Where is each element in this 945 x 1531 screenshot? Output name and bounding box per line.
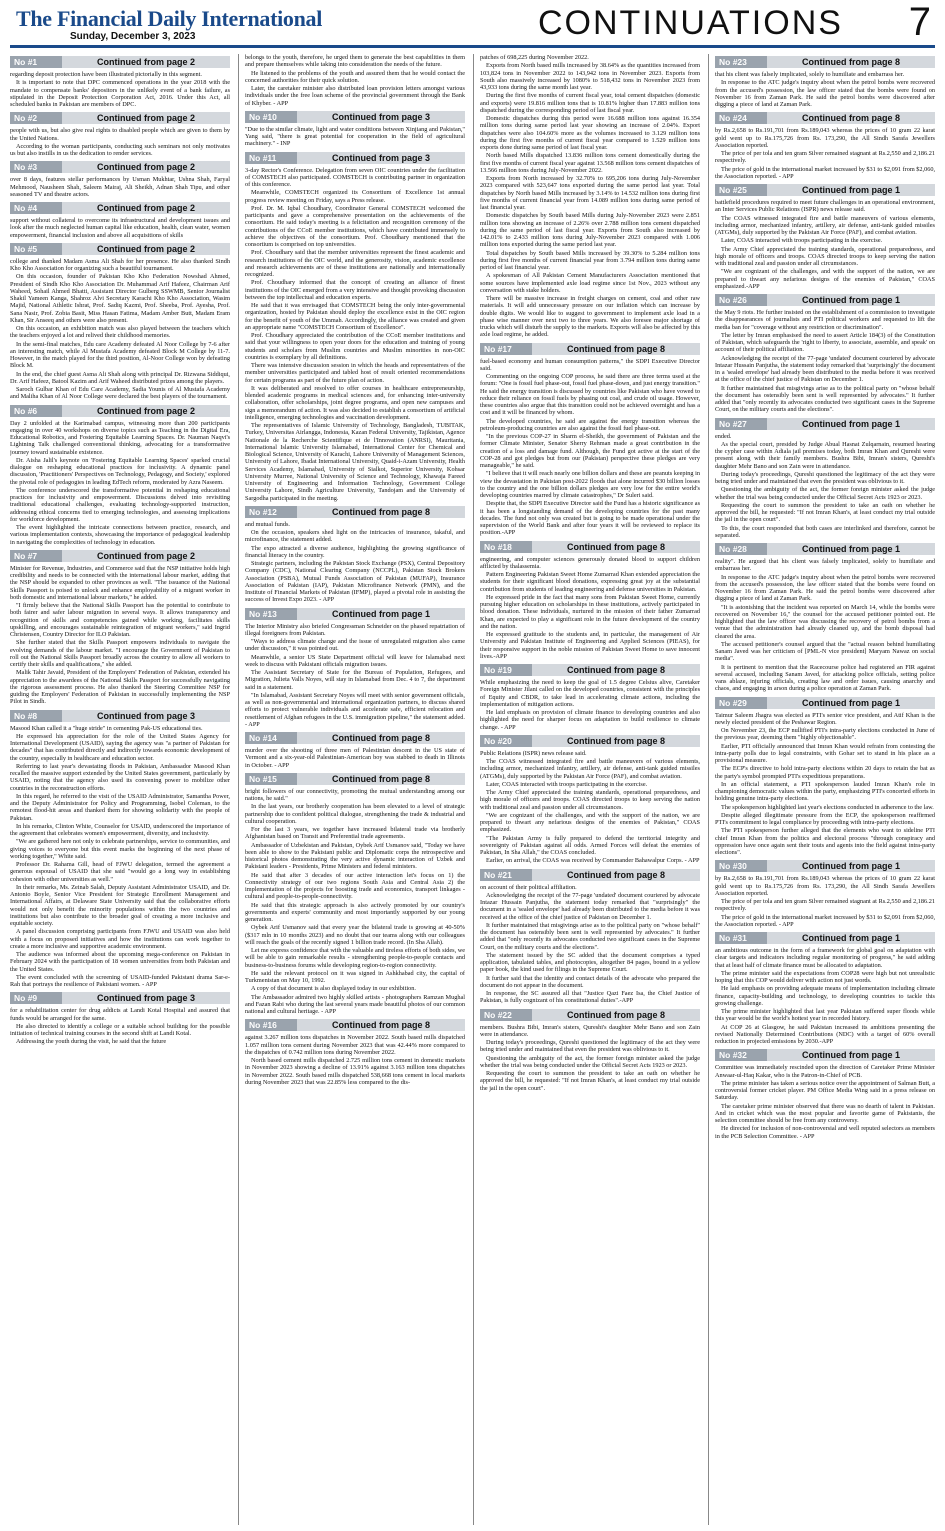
article-paragraph: The price of per tola and ten gram Silver remained stagnant at Rs.2,550 and 2,186.21 respectively.: [715, 150, 935, 165]
paper-name: The Financial Daily International: [16, 6, 323, 31]
continuation-header: [715, 112, 935, 124]
article-paragraph: Prof. Choudhary appreciated the contribution of the CCoE member institutions and said that your willingness to open your doors for the education and training of young students and scholars from Muslim countries and Muslim minorities in non-OIC countries is exemplary by all definitions.: [245, 332, 465, 361]
article-paragraph: the May 9 riots. He further insisted on the establishment of a commission to investigate the disappearances of journalists and PTI political workers and requested to lift the media ban for "coverage without any restriction or discrimination".: [715, 309, 935, 331]
article-paragraph: Taimur Saleem Jhagra was elected as PTI's senior vice president, and Atif Khan is the newly elected president of the Peshawar Region.: [715, 711, 935, 726]
continued-from-label: Continued from page 8: [532, 1009, 700, 1021]
continuation-number: No #27: [715, 418, 767, 430]
article-paragraph: Public Relations (ISPR) news release said.: [480, 749, 587, 757]
article-paragraph: As the special court, presided by Judge Abual Hasnat Zulqarnain, resumed hearing the cypher case within Adiala jail premises today, both Imran Khan and Qureshi were present along with their family members. Bushra Bibi, Imran's sisters, Qureshi's daughter Mehr Bano and son Zain were in attendance.: [715, 440, 935, 470]
article-paragraph: The Interior Ministry also briefed Congressman Schneider on the phased repatriation of illegal foreigners from Pakistan.: [245, 622, 465, 637]
article-paragraph: and mutual funds.: [245, 520, 290, 528]
article-paragraph: "It is astonishing that the incident was reported on March 14, while the bombs were recovered on November 16," the counsel for the accused petitioner pointed out. He highlighted that the law officer was discussing the recovery of petrol bombs from a venue that the administration had already cleaned up, and the bomb disposal had cleared the area.: [715, 603, 935, 640]
article-paragraph: Despite alleged illegitimate pressure from the ECP, the spokesperson reaffirmed PTI's commitment to legal compliance by proceeding with intra-party elections.: [715, 811, 935, 826]
continuation-block: [480, 343, 700, 537]
continued-from-label: Continued from page 8: [297, 773, 465, 785]
continuation-header: [10, 56, 230, 68]
continued-from-label: Continued from page 1: [767, 860, 935, 872]
article-paragraph: On the occasion, speakers shed light on the intricacies of insurance, takaful, and microfinance, the statement added.: [245, 529, 465, 544]
article-paragraph: Requesting the court to summon the president to take an oath on whether he approved the bill, he requested: "If not Imran Khan's, at least conduct my trial outside the jail in the open court".: [715, 501, 935, 524]
article-paragraph: In their remarks, Ms. Zeinab Salah, Deputy Assistant Administrator USAID, and Dr. Antonio Boyle, Senior Vice President for Strategic Enrollment Management and International Affairs, at Delaware State University said that the collaborative efforts would not only benefit the minority populations within the two countries and institutions but also contribute to the broader goal of creating a more inclusive and equitable society.: [10, 883, 230, 927]
continuation-number: No #14: [245, 732, 297, 744]
article-paragraph: The PTI spokesperson further alleged that the elements who want to sideline PTI chief Imran Khan from the politics and electoral process "through conspiracy and oppression have once again sent their touts and agents into the field against intra-party elections".: [715, 827, 935, 856]
article-paragraph: Exports from North increased by 32.70% to 695,206 tons during July-November 2023 compared with 523,647 tons exported during the same period last year. Total dispatches by North based Mills increased by 3.14% to 14.532 million tons during first five months of current financial year from 14.089 million tons during same period of last financial year.: [480, 175, 700, 211]
article-paragraph: Earlier, PTI officially announced that Imran Khan would refrain from contesting the intra-party polls due to legal constraints, with Gohar set to stand in his place as a provisional measure.: [715, 742, 935, 764]
article-paragraph: The conference underscored the transformative potential in reshaping educational practices for inclusivity and empowerment. Discussions delved into revisiting traditional educational challenges, evaluating technology-supported instruction, addressing ethical concerns tied to emerging technologies, and assessing implications for workforce development.: [10, 486, 230, 523]
continued-from-label: Continued from page 8: [532, 735, 700, 747]
article-paragraph: It further maintained that misgivings arise as to the political party on "whose behalf" the document has ostensibly been sent is well represented by advocates." It further added that "only recently its advocates conducted two significant cases in the Supreme Court, on the military courts and the elections".: [480, 921, 700, 951]
article-paragraph: He said the relevant protocol on it was signed in Ashkhabad city, the capital of Turkmenistan on May 10, 1992.: [245, 969, 465, 984]
continuation-number: No #30: [715, 860, 767, 872]
article-paragraph: North based cement mills dispatched 2.725 million tons cement in domestic markets in November 2023 showing a decline of 13.91% against 3.163 million tons dispatches in November 2022. South based mills dispatched 538,668 tons cement in local markets during November 2023 that was 22.85% less compared to the dis-: [245, 1057, 465, 1086]
column-1: [10, 54, 230, 1525]
article-paragraph: Strategic partners, including the Pakistan Stock Exchange (PSX), Central Depository Company (CDC), National Clearing Company (NCCPL), Pakistan Stock Brokers Association (PSBA), Mutual Funds Association of Pakistan (MUFAP), Insurance Association of Pakistan (IAP), Pakistan Microfinance Network (PMN), and the Institute of Financial Markets of Pakistan (IFMP), played a pivotal role in assisting the success of Invest Expo 2023. - APP: [245, 560, 465, 604]
article-paragraph: "I believe that it will reach nearly one billion dollars and these are peanuts keeping in view the devastation in Pakistan post-2022 floods that alone incurred $30 billion losses to the country and the one billion dollars pledges are very low for the entire world's developing countries marred by climate catastrophes," Dr Suleri said.: [480, 470, 700, 499]
continuation-number: No #8: [10, 710, 62, 722]
article-paragraph: Prof. Choudhary said that the member universities represent the finest academic and research institutions of the OIC world, and the generosity, vision, academic excellence and research achievements are of these institutions are nationally and internationally recognized.: [245, 249, 465, 278]
article-paragraph: The ECP's directive to hold intra-party elections within 20 days to retain the bat as the party's symbol prompted PTI's expeditious preparations.: [715, 765, 935, 780]
continuation-header: [10, 710, 230, 722]
article-paragraph: In response to the ATC judge's inquiry about when the petrol bombs were recovered from the accused's possession, the law officer stated that the bombs were found on November 16 from Zaman Park. He said the petrol bombs were discovered after digging a piece of land at Zaman Park.: [715, 573, 935, 603]
article-paragraph: The spokesperson highlighted last year's elections conducted in adherence to the law.: [721, 803, 934, 811]
continuation-number: No #12: [245, 506, 297, 518]
article-paragraph: "I firmly believe that the National Skills Passport has the potential to contribute to both fairer and safer labour migration in several ways. It allows transparency and recognition of skills and competencies gained while working, facilitates skills upskilling, and encourages sustainable reintegration of migrant workers," said Ingrid Christensen, Country Director for ILO Pakistan.: [10, 602, 230, 638]
article-paragraph: The price of per tola and ten gram Silver remained stagnant at Rs.2,550 and 2,186.21 respectively.: [715, 898, 935, 913]
article-paragraph: The prime minister has taken a serious notice over the appointment of Salman Butt, a controversial former cricket player. PM Office Media Wing said in a press release on Saturday.: [715, 1079, 935, 1102]
continuation-header: [480, 343, 700, 355]
continuation-header: [715, 543, 935, 555]
continued-from-label: Continued from page 8: [297, 732, 465, 744]
continuation-number: No #23: [715, 56, 767, 68]
article-paragraph: Meanwhile, a senior US State Department official will leave for Islamabad next week to discuss with Pakistani officials migration issues.: [245, 653, 465, 668]
continued-from-label: Continued from page 2: [62, 56, 230, 68]
continuation-number: No #32: [715, 1049, 767, 1061]
article-paragraph: "We are cognizant of the challenges, and with the support of the nation, we are prepared to thwart any nefarious designs of the enemies of Pakistan," COAS emphasized.-APP: [715, 268, 935, 290]
article-paragraph: He expressed gratitude to the students and, in particular, the management of Air University and Pakistan Institute of Engineering and Applied Sciences (PIEAS), for their responsive support in the noble mission of Pakistan Sweet Home to save innocent lives.-APP: [480, 631, 700, 660]
article-paragraph: people with us, but also give real rights to disabled people which are given to them by the United Nations.: [10, 127, 230, 142]
article-paragraph: 3-day Rector's Conference. Delegation from seven OIC countries under the facilitation of COMSTECH also participated. COMSTECH is contributing partner in organization of this conference.: [245, 166, 465, 188]
continuation-number: No #4: [10, 202, 62, 214]
continuation-block: [715, 56, 935, 108]
continuation-header: [245, 111, 465, 123]
article-paragraph: On this occasion, founder of Pakistan Kho Kho Federation Nowshad Ahmed, President of Sindh Kho Kho Association Dr. Muhammad Arif Hafeez, Chairman Arif Waheed, Sohail Ahmed Bhatti, Assistant Director Gulberg SSWMB, Senior Journalist Shakil Yameen Kanga, Shahroz Alvi Secretary Karachi Kho Kho Association, Wasim Majid, National Athletic Ishrat, Prof. Sadiq Kazmi, Prof. Sheeba, Prof. Ayesha, Prof. Sana Nasir, Prof. Zobia Basit, Miss Hasan Fatima, Madam Amber Butt, Madam Eram Khan, Sir Anseeq and others were also present.: [10, 273, 230, 324]
article-paragraph: Day 2 unfolded at the Karimabad campus, witnessing more than 200 participants engaging in over 40 workshops on diverse topics such as Teaching in the Digital Era, Educational Robotics, and Fostering Equitable Learning Spaces. Dr. Nauman Naqvi's Lightning Talk challenged conventional thinking, advocating for a transformative journey toward sustainable existence.: [10, 419, 230, 456]
continuation-number: No #24: [715, 112, 767, 124]
article-paragraph: engineering, and computer sciences generously donated blood to support children afflicted by thalassemia.: [480, 555, 700, 570]
continuation-block: [715, 860, 935, 928]
continuation-block: [245, 111, 465, 148]
continuation-header: [480, 541, 700, 553]
continuation-header: [10, 550, 230, 562]
continued-from-label: Continued from page 2: [62, 112, 230, 124]
article-paragraph: At COP 26 at Glasgow, he said Pakistan increased its ambitions presenting the revised Nationally Determined Contributions (NDC) with a target of 60% overall reduction in projected emissions by 2030.-APP: [715, 1023, 935, 1045]
article-paragraph: Let me express confidence that with the valuable and tireless efforts of both sides, we will be able to gain remarkable results - strengthening people-to-people contacts and business-to-business forums while developing region-to-region connectivity.: [245, 947, 465, 969]
continuation-header: [715, 932, 935, 944]
continuation-number: No #3: [10, 161, 62, 173]
article-paragraph: To this, the court responded that both cases are interlinked and therefore, cannot be separated.: [715, 524, 935, 539]
column-3: [473, 54, 700, 1525]
continuation-header: [245, 152, 465, 164]
continuation-number: No #16: [245, 1019, 297, 1031]
continued-from-label: Continued from page 3: [297, 152, 465, 164]
continuation-header: [480, 1009, 700, 1021]
continued-from-label: Continued from page 3: [62, 992, 230, 1004]
continuation-header: [245, 608, 465, 620]
continuation-number: No #29: [715, 697, 767, 709]
continued-from-label: Continued from page 8: [532, 343, 700, 355]
continuation-header: [715, 56, 935, 68]
article-paragraph: Later, COAS interacted with troops participating in the exercise.: [486, 780, 648, 788]
article-paragraph: The letter by Imran emphasised the need to assert Article 184(3) of the Constitution of Pakistan, which safeguards the 'right to liberty, to associate, assemble, and speak' on account of their political affiliation.: [715, 331, 935, 354]
article-paragraph: He expressed his appreciation for the role of the United States Agency for International Development (USAID), saying the agency was "a partner of Pakistan for decades" that has contributed directly and indirectly towards economic development of the country, especially in healthcare and education sector.: [10, 732, 230, 762]
continuation-header: [245, 732, 465, 744]
article-paragraph: He laid emphasis on provision of climate finance to developing countries and also highlighted the need for sharper focus on adaptation to build resilience to climate change. - APP: [480, 709, 700, 731]
article-paragraph: In the end, the chief guest Asma Ali Shah along with principal Dr. Rizwana Siddiqui, Dr. Arif Hafeez, Batool Kazim and Arif Waheed distributed prizes among the players.: [10, 370, 230, 385]
article-paragraph: He directed for inclusion of non-controversial and well reputed selectors as members in the PCB Selection Committee. - APP: [715, 1125, 935, 1140]
article-paragraph: patches of 698,225 during November 2022.: [480, 54, 589, 61]
article-paragraph: "We are cognizant of the challenges, and with the support of the nation, we are prepared to thwart any nefarious designs of the enemies of Pakistan," COAS emphasized.: [480, 811, 700, 834]
article-paragraph: reality". He argued that his client was falsely implicated, solely to humiliate and embarrass her.: [715, 558, 935, 573]
article-paragraph: The developed countries, he said are against the energy transition whereas the petroleum-producing countries are also against the fossil fuel phase-out.: [480, 417, 700, 432]
article-paragraph: against 3.267 million tons dispatches in November 2022. South based mills dispatched 1.057 million tons cement during November 2023 that was 42.44% more compared to the dispatches of 0.742 million tons during November 2022.: [245, 1034, 465, 1056]
article-paragraph: He listened to the problems of the youth and assured them that he would contact the concerned authorities for their quick solution.: [245, 69, 465, 84]
article-paragraph: Committee was immediately rescinded upon the direction of Caretaker Prime Minister Anwaar-ul-Haq Kakar, who is the Patron-in-Chief of PCB.: [715, 1064, 935, 1079]
continued-from-label: Continued from page 8: [532, 541, 700, 553]
article-paragraph: It is pertinent to mention that the Racecourse police had registered an FIR against several accused, including Sanam Javed, for attacking police officials, setting police vans ablaze, injuring officials, creating law and order issues, causing anarchy and chaos, and engaging in arson during a police operation at Zaman Park.: [715, 663, 935, 693]
continuation-number: No #2: [10, 112, 62, 124]
continued-from-label: Continued from page 2: [62, 550, 230, 562]
article-paragraph: North based Mills dispatched 13.836 million tons cement domestically during the first five months of current fiscal year against 13.568 million tons cement dispatches of 13.566 million tons during July-November 2022.: [480, 152, 700, 174]
continued-from-label: Continued from page 8: [532, 664, 700, 676]
continuation-number: No #21: [480, 869, 532, 881]
continuation-header: [245, 1019, 465, 1031]
continued-from-label: Continued from page 1: [767, 418, 935, 430]
article-paragraph: "Ways to address climate change and the issue of unregulated migration also came under discussion," it was pointed out.: [245, 638, 465, 653]
continuation-block: [715, 543, 935, 693]
article-paragraph: members. Bushra Bibi, Imran's sisters, Qureshi's daughter Mehr Bano and son Zain were in attendance.: [480, 1023, 700, 1038]
continuation-block: [480, 54, 700, 339]
continuation-block: [715, 1049, 935, 1140]
article-paragraph: In his remarks, Clinton White, Counselor for USAID, underscored the importance of the agreement that celebrates women's empowerment, diversity, and inclusivity.: [10, 822, 230, 837]
continuation-block: [245, 608, 465, 729]
continuation-header: [715, 418, 935, 430]
continued-from-label: Continued from page 1: [767, 1049, 935, 1061]
article-paragraph: ended.: [715, 432, 732, 440]
article-paragraph: Commenting on the ongoing COP process, he said there are three terms used at the forum: "One is fossil fuel phase-out, fossil fuel phase-down, and just energy transition." He said the energy transition is discussed by countries like Pakistan who have vowed to reduce their reliance on fossil fuels by phasing out coal, and crude oil usage. However, these countries also argue that this transition could not be achieved overnight and has a cost and it will be financed by whom.: [480, 373, 700, 417]
continuation-block: [10, 992, 230, 1045]
continuation-block: [10, 405, 230, 546]
page-number: 7: [908, 0, 931, 44]
article-paragraph: Despite that, the SDPI Executive Director said the Fund has a historic significance as it has been a longstanding demand of the developing countries for the past many decades. The fund not only was created but is going to be made operational under the supervision of the World Bank and after four years it will be reviewed to replace its position.-APP: [480, 500, 700, 537]
article-paragraph: He said that it was envisaged that COMSTECH being the only inter-governmental organization, hosted by Pakistan should deploy the excellence exist in the OIC region for the benefit of youth of the Ummah. Accordingly, the alliance was created and given an appropriate name "COMSTECH Consortium of Excellence".: [245, 302, 465, 331]
continuation-header: [715, 860, 935, 872]
masthead: [10, 0, 935, 48]
article-paragraph: The Assistant Secretary of State for the Bureau of Population, Refugees, and Migration, Julieta Valls Noyes, will stay in Islamabad from Dec. 4 to 7, the department said in a statement.: [245, 669, 465, 691]
continuation-block: [245, 54, 465, 107]
article-paragraph: The audience was informed about the upcoming mega-conference on Pakistan in February 2024 with the participation of 18 women universities from both Pakistan and the United States.: [10, 951, 230, 973]
continuation-number: No #1: [10, 56, 62, 68]
article-paragraph: Questioning the ambiguity of the act, the former foreign minister asked the judge whether the trial was being conducted under the Official Secret Acts 1923 or 2023.: [715, 486, 935, 501]
article-paragraph: The statement issued by the SC added that the document comprises a typed application, tabulated tables, and photocopies, altogether 84 pages, bound in a yellow paper book, the kind used for filings in the Supreme Court.: [480, 951, 700, 974]
article-paragraph: "Due to the similar climate, light and water conditions between Xinjiang and Pakistan," Yang said, "there is great potential for cooperation in the field of agricultural machinery." - INP: [245, 125, 465, 148]
continued-from-label: Continued from page 2: [62, 202, 230, 214]
article-paragraph: Exports from North based mills increased by 38.64% as the quantities increased from 103,824 tons in November 2022 to 143,942 tons in November 2023. Exports from South also massively increased by 1080% to 518,432 tons in November 2023 from 43,933 tons during the same month last year.: [480, 62, 700, 91]
article-paragraph: In response to the ATC judge's inquiry about when the petrol bombs were recovered from the accused's possession, the law officer stated that the bombs were found on November 16 from Zaman Park. He said the petrol bombs were discovered after digging a piece of land at Zaman Park.: [715, 79, 935, 108]
article-paragraph: Dr. Aisha Jalil's keynote on 'Fostering Equitable Learning Spaces' sparked crucial dialogue on reshaping educational practices for inclusivity. A dynamic panel discussion, 'Practitioners' Perspectives on Technology, Pedagogy, and Society,' explored the pivotal role of pedagogies in leading EdTech reform, moderated by Azra Naseem.: [10, 456, 230, 486]
article-paragraph: It further maintained that misgivings arise as to the political party on "whose behalf the document has ostensibly been sent is well represented by advocates." It further added that "only recently its advocates conducted two significant cases in the Supreme Court, on the military courts and the elections".: [715, 384, 935, 414]
article-paragraph: bright followers of our connectivity, promoting the mutual understanding among our nations, he said.": [245, 787, 465, 802]
continued-from-label: Continued from page 3: [297, 111, 465, 123]
article-paragraph: Earlier, on arrival, the COAS was received by Commander Bahawalpur Corps. - APP: [486, 857, 700, 865]
article-paragraph: He also directed to identify a college or a suitable school building for the possible initiation of technical training courses in the second shift at Landi Kotal.: [10, 1022, 230, 1037]
article-columns: [10, 54, 935, 1525]
continuation-block: [10, 161, 230, 198]
article-paragraph: Saroch Gulbar Khan of Edu Care Academy, Sadia Younis of Al Mustafa Academy and Maliha Khan of Al Noor College were declared the best players of the tournament.: [10, 386, 230, 401]
continuation-block: [715, 294, 935, 414]
continuation-block: [715, 184, 935, 290]
continuation-block: [480, 541, 700, 661]
article-paragraph: During the first five months of current fiscal year, total cement dispatches (domestic and exports) were 19.816 million tons that is 10.81% higher than 17.883 million tons dispatched during the corresponding period of last fiscal year.: [480, 92, 700, 114]
continued-from-label: Continued from page 1: [767, 294, 935, 306]
continuation-header: [10, 243, 230, 255]
article-paragraph: that his client was falsely implicated, solely to humiliate and embarrass her.: [715, 71, 905, 78]
article-paragraph: Prof. Dr. M. Iqbal Choudhary, Coordinator General COMSTECH welcomed the participants and gave a comprehensive presentation on the achievements of the consortium. He said today's meeting is a felicitation and recognition ceremony of the contributions of the CCoE member institutions, which have contributed immensely to achieve the objectives of the consortium. Prof. Choudhary mentioned that the consortium is comprised on top universities.: [245, 204, 465, 248]
article-paragraph: The price of gold in the international market increased by $31 to $2,091 from $2,060, the Association reported. - APP: [715, 165, 935, 180]
continuation-number: No #19: [480, 664, 532, 676]
article-paragraph: The Army Chief appreciated the training standards, operational preparedness, and high morale of officers and troops. COAS directed troops to keep serving the nation with traditional zeal and passion under all circumstances.: [715, 245, 935, 267]
continued-from-label: Continued from page 8: [532, 869, 700, 881]
continued-from-label: Continued from page 1: [297, 608, 465, 620]
article-paragraph: During today's proceedings, Qureshi questioned the legitimacy of the act they were being tried under and maintained that even the president was oblivious to it.: [480, 1039, 700, 1054]
article-paragraph: On this occasion, an exhibition match was also played between the teachers which the teachers enjoyed a lot and relived their childhood memories.: [10, 325, 230, 340]
article-paragraph: Oybek Arif Usmanov said that every year the bilateral trade is growing at 40-50% ($317 mln in 10 months 2023) and no doubt that our teams along with our colleagues will reach the goals of the recently signed 1 billion trade record. (In Sha Allah).: [245, 924, 465, 946]
article-paragraph: Meanwhile, COMSTECH organized its Consortium of Excellence 1st annual progress review meeting on Friday, says a Press release.: [245, 189, 465, 204]
article-paragraph: In the last years, our brotherly cooperation has been elevated to a level of strategic partnership due to confident political dialogue, strengthening the trade & industrial and cultural cooperation.: [245, 803, 465, 825]
continuation-block: [245, 152, 465, 502]
continuation-number: No #5: [10, 243, 62, 255]
continued-from-label: Continued from page 8: [767, 56, 935, 68]
article-paragraph: belongs to the youth, therefore, he urged them to generate the best capabilities in them and prepare themselves while taking into consideration the needs of the future.: [245, 54, 465, 69]
article-paragraph: It was deliberated and resolved to offer courses in healthcare entrepreneurship, blended academic programs in medical sciences and, for enhancing inter-university collaboration, offer scholarships, joint degree programs, and open new campuses and sign a memorandum of action. It was also decided to establish a consortium of artificial intelligence, emerging technologies and vaccination development.: [245, 384, 465, 421]
article-paragraph: While emphasizing the need to keep the goal of 1.5 degree Celsius alive, Caretaker Foreign Minister Jilani called on the developed countries, consistent with the principles of Equity and CBDR, to take lead in accelerating climate actions, including the implementation of mitigation actions.: [480, 679, 700, 708]
continuation-number: No #31: [715, 932, 767, 944]
continuation-header: [715, 184, 935, 196]
article-paragraph: Ambassador of Uzbekistan and Pakistan, Oybek Arif Usmanov said, "Today we have been able to show to the Pakistani public and Diplomatic corps the retrospective and historical photos demonstrating the very active dynamic interaction of Uzbek and Pakistani leaders - Presidents, Prime Ministers and federal ministers.: [245, 841, 465, 871]
continued-from-label: Continued from page 1: [767, 184, 935, 196]
continuation-block: [245, 506, 465, 604]
article-paragraph: "The Pakistan Army is fully prepared to defend the territorial integrity and sovereignty of Pakistan against all odds. Armed Forces will defeat the enemies of Pakistan, In Sha Allah," the COAS concluded.: [480, 834, 700, 856]
issue-date: Sunday, December 3, 2023: [70, 31, 196, 42]
continuation-block: [715, 112, 935, 180]
continuation-number: No #9: [10, 992, 62, 1004]
article-paragraph: for a rehabilitation center for drug addicts at Landi Kotal Hospital and assured that funds would be arranged for the same.: [10, 1007, 230, 1022]
continuation-block: [10, 710, 230, 989]
article-paragraph: Acknowledging the receipt of the 77-page 'undated' document couriered by advocate Intazar Hussain Panjutha, the statement today remarked that "surprisingly" the document in a 'sealed envelope' had already been distributed to the media before it was received at the office of the chief justice of Pakistan on December 1.: [480, 891, 700, 921]
section-title: CONTINUATIONS: [538, 4, 843, 42]
continuation-number: No #20: [480, 735, 532, 747]
continuation-number: No #17: [480, 343, 532, 355]
article-paragraph: During today's proceedings, Qureshi questioned the legitimacy of the act they were being tried under and maintained that even the president was oblivious to it.: [715, 470, 935, 485]
article-paragraph: The prime minister highlighted that last year Pakistan suffered super floods while this year would be the world's hottest year in recorded history.: [715, 1008, 935, 1023]
article-paragraph: an ambitious outcome in the form of a framework for global goal on adaptation with clear targets and indicators including regular monitoring of progress," he said adding that at least half of climate finance must be allocated to adaptation.: [715, 947, 935, 969]
article-paragraph: In response, the SC assured all that "Justice Qazi Faez Isa, the Chief Justice of Pakistan, is fully cognizant of his constitutional duties".-APP: [480, 990, 700, 1005]
continuation-header: [10, 112, 230, 124]
continued-from-label: Continued from page 8: [767, 112, 935, 124]
article-paragraph: Later, COAS interacted with troops participating in the exercise.: [721, 237, 883, 245]
continuation-number: No #7: [10, 550, 62, 562]
article-paragraph: The Army Chief appreciated the training standards, operational preparedness, and high morale of officers and troops. COAS directed troops to keep serving the nation with traditional zeal and passion under all circumstances.: [480, 789, 700, 811]
article-paragraph: It further said that the identity and contact details of the advocate who prepared the document do not appear in the document.: [480, 974, 700, 989]
continued-from-label: Continued from page 8: [297, 506, 465, 518]
continuation-header: [245, 773, 465, 785]
article-paragraph: The Ambassador admired two highly skilled artists - photographers Ramzan Mughal and Fazan Rabi who during the last several years made beautiful photos of our common national and cultural heritage. - APP: [245, 993, 465, 1015]
article-paragraph: The event concluded with the screening of USAID-funded Pakistani drama Sar-e-Rah that portrays the resilience of Pakistani women. - APP: [10, 973, 230, 988]
article-paragraph: Malik Tahir Javaid, President of the Employers' Federation of Pakistan, extended his appreciation to the awardees of the National Skills Passport for successfully navigating the rigorous assessment process. He also thanked the Steering Committee NSP for guiding the Employers' Federation of Pakistan in successfully implementing the NSP Pilot in Sindh.: [10, 669, 230, 706]
continuation-number: No #26: [715, 294, 767, 306]
continuation-block: [715, 697, 935, 857]
article-paragraph: Professor Dr. Rahama Gill, head of FJWU delegation, termed the agreement a generous espousal of USAID that she said "would go a long way in establishing cohesion with other universities as well.": [10, 861, 230, 883]
continuation-block: [10, 550, 230, 706]
article-paragraph: The prime minister said the expectations from COP28 were high but not unrealistic hoping that this COP would deliver with action not just words.: [715, 969, 935, 984]
article-paragraph: It is important to note that DPC commenced operations in the year 2018 with the mandate to compensate banks' depositors in the unlikely event of a bank failure, as stipulated in the Deposit Protection Corporation Act, 2016. Under this Act, all scheduled banks in Pakistan are members of DPC.: [10, 79, 230, 108]
column-2: [238, 54, 465, 1525]
article-paragraph: regarding deposit protection have been illustrated pictorially in this segment.: [10, 71, 202, 78]
continuation-header: [480, 735, 700, 747]
continuation-block: [10, 243, 230, 401]
continuation-header: [480, 869, 700, 881]
article-paragraph: The representatives of Islamic University of Technology, Bangladesh, TUBITAK, Turkey, Universitas Airlangga, Indonesia, Kazan Federal University, Tajikistan, Agence Nationale de la Recherche Scientifique et de l'Innovation (ANRSI), Mauritania, International Islamic University Islamabad, International Center for Chemical and Biological Science, University of Karachi, Lahore University of Management Sciences, University of Lahore, Ibadat International University, Quaid-i-Azam University, Health Services Academy, Islamabad, University of Sialkot, Superior University, Kohsar University Murree, National University of Science and Technology, Khawaja Fareed University of Engineering and Information Technology, Government College University Lahore, Sindh Agriculture University, Tandojam and the University of Sargodha participated in the meeting.: [245, 422, 465, 502]
article-paragraph: by Rs.2,658 to Rs.191,701 from Rs.189,043 whereas the prices of 10 gram 22 karat gold went up to Rs.175,726 from Rs. 173,290, the All Sindh Sarafa Jewellers Association reported.: [715, 875, 935, 897]
article-paragraph: fuel-based economy and human consumption patterns," the SDPI Executive Director said.: [480, 357, 700, 372]
continuation-block: [10, 56, 230, 108]
continued-from-label: Continued from page 1: [767, 932, 935, 944]
continuation-number: No #28: [715, 543, 767, 555]
article-paragraph: He said that after 3 decades of our active interaction let's focus on 1) the Connectivity strategy of our two regions South Asia and Central Asia 2) the implementation of the projects for boosting trade and economics, transport linkages - cultural and people-to-people-connectivity.: [245, 871, 465, 901]
article-paragraph: Questioning the ambiguity of the act, the former foreign minister asked the judge whether the trial was being conducted under the Official Secret Acts 1923 or 2023.: [480, 1054, 700, 1069]
article-paragraph: Masood Khan called it a "huge stride" in cementing Pak-US educational ties.: [10, 724, 203, 732]
article-paragraph: support without collateral to overcome its infrastructural and development issues and look after the much neglected human capital like education, health, clean water, women empowerment, financial inclusion and above all acquisitions of skills: [10, 217, 230, 239]
article-paragraph: Pattern Engineering Pakistan Sweet Home Zumarrad Khan extended appreciation the students for their significant blood donations, expressing great joy at the substantial contribution from students of leading engineering and defense universities in Pakistan.: [480, 571, 700, 593]
article-paragraph: The event highlighted the intricate connections between practice, research, and various implementation contexts, showcasing the importance of pedagogical leadership in navigating the complexities of technology in education.: [10, 524, 230, 546]
continuation-number: No #22: [480, 1009, 532, 1021]
continuation-header: [245, 506, 465, 518]
article-paragraph: There will be massive increase in freight charges on cement, coal and other raw materials. It will add unnecessary pressure on our inflation which can increase by double digits. We would like to suggest to government to implement axle load in a phase wise manner over next two to three years. We also foresee major shortage of trucks which will disturb the supply to the markets. Exports will also be affected by this axle load regime, he added.: [480, 295, 700, 339]
article-paragraph: The caretaker prime minister observed that there was no dearth of talent in Pakistan. And in cricket which was the most popular and favorite game of Pakistanis, the selection committee should be free from any controversy.: [715, 1102, 935, 1124]
article-paragraph: Total dispatches by South based Mills increased by 39.30% to 5.284 million tons during first five months of current financial year from 3.794 million tons during same period of last financial year.: [480, 249, 700, 271]
continued-from-label: Continued from page 1: [767, 543, 935, 555]
article-paragraph: Addressing the youth during the visit, he said that the future: [16, 1038, 167, 1046]
continuation-block: [480, 735, 700, 865]
article-paragraph: The price of gold in the international market increased by $31 to $2,091 from $2,060, the Association reported. - APP: [715, 913, 935, 928]
article-paragraph: "In the previous COP-27 in Sharm el-Sheikh, the government of Pakistan and the former Climate Minister, Senator Sherry Rehman made a great contribution in the creation of a loss and damage fund. Although, the Fund got active at the start of the COP-28 and got pledges but from our (Pakistan) perspective these pledges are very manageable," he said.: [480, 433, 700, 469]
continuation-block: [480, 869, 700, 1005]
article-paragraph: In an official statement, a PTI spokesperson lauded Imran Khan's role in championing democratic values within the party, emphasizing PTI's concerted efforts in holding genuine intra-party elections.: [715, 780, 935, 803]
continuation-block: [715, 418, 935, 540]
article-paragraph: Minister for Revenue, Industries, and Commerce said that the NSP initiative holds high credibility and needs to be connected with the international labour market, adding that the NSP should be expanded to other provinces as well. "The issuance of the National Skills Passport is poised to unlock and enhance employability of a migrant worker in both domestic and international labour markets," he added.: [10, 564, 230, 601]
continuation-header: [715, 294, 935, 306]
article-paragraph: In this regard, he referred to the visit of the USAID Administrator, Samantha Power, and the Deputy Administrator for Policy and Programming, Isobel Coleman, to the remotest flood-hit areas and thanked them for showing solidarity with the people of Pakistan.: [10, 792, 230, 822]
continued-from-label: Continued from page 1: [767, 697, 935, 709]
continued-from-label: Continued from page 2: [62, 405, 230, 417]
continuation-header: [10, 992, 230, 1004]
continuation-block: [245, 1019, 465, 1086]
continuation-header: [715, 697, 935, 709]
continuation-header: [10, 161, 230, 173]
article-paragraph: For the last 3 years, we together have increased bilateral trade via brotherly Afghanistan based on Transit and Preferential trade agreements.: [245, 826, 465, 841]
continuation-number: No #25: [715, 184, 767, 196]
continuation-number: No #13: [245, 608, 297, 620]
continuation-block: [245, 732, 465, 769]
continuation-number: No #10: [245, 111, 297, 123]
continuation-header: [10, 202, 230, 214]
article-paragraph: The COAS witnessed integrated fire and battle maneuvers of various elements, including armor, mechanized infantry, artillery, air defense, anti-tank guided missiles (ATGMs), duly supported by the Pakistan Air Force (PAF), and combat aviation.: [480, 758, 700, 780]
article-paragraph: She further stated that the Skills Passport empowers individuals to navigate the evolving demands of the labour market. "I encourage the Government of Pakistan to roll out the National Skills Passport broadly across the country to allow all workers to certify their skills and qualifications," she added.: [10, 639, 230, 668]
continuation-block: [715, 932, 935, 1045]
article-paragraph: by Rs.2,658 to Rs.191,701 from Rs.189,043 whereas the prices of 10 gram 22 karat gold went up to Rs.175,726 from Rs. 173,290, the All Sindh Sarafa Jewellers Association reported.: [715, 127, 935, 149]
article-paragraph: on account of their political affiliation.: [480, 883, 577, 891]
continuation-block: [480, 664, 700, 731]
continuation-header: [715, 1049, 935, 1061]
article-paragraph: Later, the caretaker minister also distributed loan provision letters amongst various individuals under the free loan scheme of the provincial government through the Bank of Khyber. - APP: [245, 85, 465, 107]
continuation-block: [10, 202, 230, 239]
continuation-block: [245, 773, 465, 1016]
continuation-block: [10, 112, 230, 157]
article-paragraph: Domestic dispatches by South based Mills during July-November 2023 were 2.851 million tons showing an increase of 2.26% over 2.788 million tons cement dispatched during the same period of last fiscal year. Exports from South also increased by 142.01% to 2.433 million tons during July-November 2023 compared with 1.006 million tons exported during the same period last year.: [480, 212, 700, 249]
continued-from-label: Continued from page 2: [62, 161, 230, 173]
article-paragraph: The accused petitioner's counsel argued that the "actual reason behind humiliating Sanam Javed was her criticism of [PML-N vice president] Maryam Nawaz on social media".: [715, 640, 935, 663]
article-paragraph: Prof. Choudhary informed that the concept of creating an alliance of finest institutions of the OIC emerged from a very intensive and thought provoking discussion between the top intellectual and education experts.: [245, 279, 465, 301]
continuation-block: [480, 1009, 700, 1092]
article-paragraph: There was intensive discussion session in which the heads and representatives of the member universities participated and tabled host of result oriented recommendations for certain programs as part of the future plan of action.: [245, 362, 465, 384]
column-4: [708, 54, 935, 1525]
article-paragraph: He expressed pride in the fact that many sons from Pakistan Sweet Home, currently pursuing higher education on scholarships in these institutions, actively participated in blood donation. These individuals, nurtured in the mission of their father Zumarrad Khan, are expected to play a significant role in the future development of the country and the nation.: [480, 593, 700, 630]
article-paragraph: over 8 days, features stellar performances by Usman Mukhtar, Ushna Shah, Faryal Mehmood, Nausheen Shah, Saleem Mairaj, Ali Sheikh, Adnan Shah Tipu, and other seasoned TV and theatre actors.: [10, 176, 230, 198]
continuation-header: [10, 405, 230, 417]
article-paragraph: college and thanked Madam Asma Ali Shah for her presence. He also thanked Sindh Kho Kho Association for organizing such a beautiful tournament.: [10, 257, 230, 272]
continuation-number: No #18: [480, 541, 532, 553]
article-paragraph: battlefield procedures required to meet future challenges in an operational environment, an Inter Services Public Relations (ISPR) news release said.: [715, 199, 935, 214]
article-paragraph: Requesting the court to summon the president to take an oath on whether he approved the bill, he requested: "If not Imran Khan's, at least conduct my trial outside the jail in the open court".: [480, 1070, 700, 1092]
article-paragraph: A panel discussion comprising participants from FJWU and USAID was also held with a focus on proposed initiatives and how the institutions can work together to create a more inclusive and supportive academic environment.: [10, 928, 230, 950]
article-paragraph: The expo attracted a diverse audience, highlighting the growing significance of financial literacy in the country.: [245, 544, 465, 559]
continuation-number: No #6: [10, 405, 62, 417]
continuation-number: No #11: [245, 152, 297, 164]
article-paragraph: "In Islamabad, Assistant Secretary Noyes will meet with senior government officials, as well as non-governmental and international organization partners, to discuss shared efforts to protect vulnerable individuals and accelerate safe, efficient relocation and resettlement of Afghan refugees in the U.S. immigration pipeline," the statement added. - APP: [245, 691, 465, 728]
continued-from-label: Continued from page 2: [62, 243, 230, 255]
article-paragraph: A spokesman of All Pakistan Cement Manufacturers Association mentioned that some sources have implemented axle load regime since 1st Nov., 2023 without any conversation with stake holders.: [480, 272, 700, 294]
continuation-number: No #15: [245, 773, 297, 785]
article-paragraph: A copy of that document is also displayed today in our exhibition.: [251, 985, 416, 993]
article-paragraph: He laid emphasis on providing adequate means of implementation including climate finance, capacity-building and technology, to developing countries to tackle this growing challenge.: [715, 985, 935, 1007]
continued-from-label: Continued from page 3: [62, 710, 230, 722]
continued-from-label: Continued from page 8: [297, 1019, 465, 1031]
article-paragraph: On November 23, the ECP nullified PTI's intra-party elections conducted in June of the previous year, deeming them "highly objectionable".: [715, 727, 935, 742]
article-paragraph: The COAS witnessed integrated fire and battle maneuvers of various elements, including armor, mechanized infantry, artillery, air defense, anti-tank guided missiles (ATGMs), duly supported by the Pakistan Air Force (PAF), and combat aviation.: [715, 214, 935, 236]
article-paragraph: He said that this strategic approach is also actively promoted by our country's governments and experts' community and most importantly supported by our young generation.: [245, 901, 465, 923]
article-paragraph: According to the woman participants, conducting such seminars not only motivates us but also instills in us the dedication to render services.: [10, 142, 230, 157]
article-paragraph: murder over the shooting of three men of Palestinian descent in the US state of Vermont and a six-year-old Palestinian-American boy was stabbed to death in Illinois in October. - APP: [245, 747, 465, 769]
article-paragraph: Acknowledging the receipt of the 77-page 'undated' document couriered by advocate Intazar Hussain Panjutha, the statement today remarked that 'surprisingly' the document in a 'sealed envelope' had already been distributed to the media before it was received at the office of the chief justice of Pakistan on December 1.: [715, 354, 935, 384]
article-paragraph: In the semi-final matches, Edu care Academy defeated Al Noor College by 7-6 after an interesting match, while Al Mustafa Academy defeated Block M College by 11-7. However, in the match played for the third position, Al-Noor College won by defeating Block M.: [10, 340, 230, 370]
continuation-header: [480, 664, 700, 676]
article-paragraph: Domestic dispatches during this period were 16.688 million tons against 16.354 million tons during same period last year showing an increase of 2.04%. Export dispatches were also 104.60% more as the volumes increased to 3.129 million tons during the first five months of current fiscal year compared to 1.529 million tons exports done during same period of last fiscal year.: [480, 115, 700, 151]
article-paragraph: "We are gathered here not only to celebrate partnerships, service to communities, and giving voices to everyone but this event marks the beginning of the next phase of working together," White said.: [10, 838, 230, 860]
article-paragraph: Referring to last year's devastating floods in Pakistan, Ambassador Masood Khan recalled the massive support extended by the United States government, particularly by USAID, noting that the agency also used its convening power to mobilize other countries in the reconstruction efforts.: [10, 762, 230, 792]
